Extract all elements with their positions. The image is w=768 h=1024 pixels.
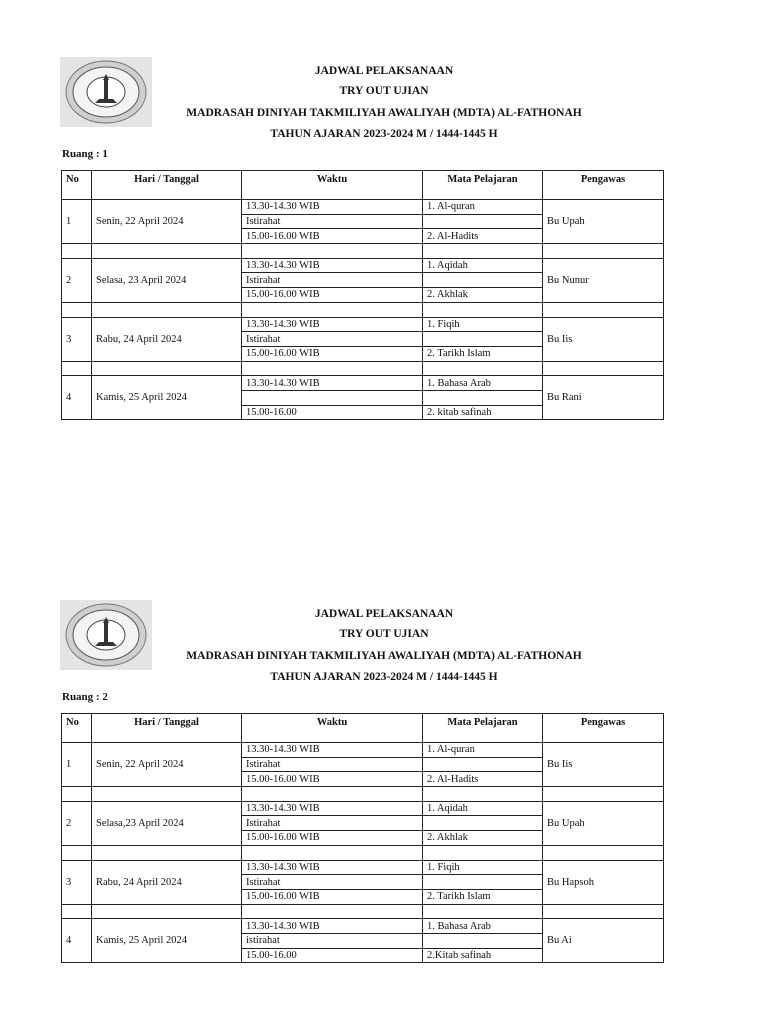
supervisor: Bu Nunur — [543, 258, 664, 302]
column-header: Mata Pelajaran — [423, 714, 543, 743]
slot-subject — [423, 390, 543, 405]
table-header-row — [62, 714, 664, 743]
slot-time: 13.30-14.30 WIB — [242, 860, 423, 875]
slot-time: 13.30-14.30 WIB — [242, 743, 423, 758]
day-date: Senin, 22 April 2024 — [92, 200, 242, 244]
slot-subject: 1. Al-quran — [423, 200, 543, 215]
slot-subject: 1. Fiqih — [423, 317, 543, 332]
spacer-row — [62, 845, 664, 860]
slot-subject: 2. Akhlak — [423, 831, 543, 846]
header-academic-year: TAHUN AJARAN 2023-2024 M / 1444-1445 H — [270, 128, 498, 140]
header-title: JADWAL PELAKSANAAN — [314, 65, 454, 77]
spacer-row — [62, 361, 664, 376]
schedule-table — [61, 170, 664, 420]
day-date: Kamis, 25 April 2024 — [92, 919, 242, 963]
supervisor: Bu Upah — [543, 200, 664, 244]
day-number: 4 — [62, 376, 92, 420]
slot-time: istirahat — [242, 933, 423, 948]
slot-subject: 2. Al-Hadits — [423, 229, 543, 244]
table-row — [62, 801, 664, 816]
table-row — [62, 919, 664, 934]
supervisor: Bu Iis — [543, 317, 664, 361]
supervisor: Bu Hapsoh — [543, 860, 664, 904]
slot-subject: 2. kitab safinah — [423, 405, 543, 420]
day-number: 1 — [62, 743, 92, 787]
column-header: No — [62, 714, 92, 743]
table-header-row — [62, 171, 664, 200]
column-header: Hari / Tanggal — [92, 171, 242, 200]
day-date: Senin, 22 April 2024 — [92, 743, 242, 787]
slot-subject — [423, 933, 543, 948]
header-school-name: MADRASAH DINIYAH TAKMILIYAH AWALIYAH (MDTA) AL-FATHONAH — [186, 107, 582, 119]
slot-time: 15.00-16.00 — [242, 405, 423, 420]
slot-time: 13.30-14.30 WIB — [242, 919, 423, 934]
table-row — [62, 200, 664, 215]
day-date: Selasa,23 April 2024 — [92, 801, 242, 845]
slot-subject — [423, 875, 543, 890]
spacer-row — [62, 244, 664, 259]
spacer-row — [62, 904, 664, 919]
day-date: Kamis, 25 April 2024 — [92, 376, 242, 420]
day-number: 2 — [62, 258, 92, 302]
supervisor: Bu Ai — [543, 919, 664, 963]
day-number: 3 — [62, 317, 92, 361]
supervisor: Bu Rani — [543, 376, 664, 420]
room-label: Ruang : 1 — [62, 148, 108, 160]
slot-time: Istirahat — [242, 816, 423, 831]
table-row — [62, 743, 664, 758]
slot-subject — [423, 273, 543, 288]
slot-time: 13.30-14.30 WIB — [242, 376, 423, 391]
column-header: No — [62, 171, 92, 200]
day-date: Selasa, 23 April 2024 — [92, 258, 242, 302]
slot-subject — [423, 214, 543, 229]
slot-time: 15.00-16.00 WIB — [242, 229, 423, 244]
slot-subject — [423, 816, 543, 831]
header-subtitle: TRY OUT UJIAN — [339, 85, 429, 97]
slot-subject: 1. Al-quran — [423, 743, 543, 758]
day-number: 2 — [62, 801, 92, 845]
column-header: Pengawas — [543, 171, 664, 200]
supervisor: Bu Upah — [543, 801, 664, 845]
day-number: 3 — [62, 860, 92, 904]
table-row — [62, 860, 664, 875]
table-row — [62, 376, 664, 391]
slot-time: Istirahat — [242, 332, 423, 347]
slot-time: 15.00-16.00 WIB — [242, 889, 423, 904]
column-header: Waktu — [242, 171, 423, 200]
slot-time: Istirahat — [242, 214, 423, 229]
slot-time: 15.00-16.00 WIB — [242, 831, 423, 846]
day-date: Rabu, 24 April 2024 — [92, 317, 242, 361]
day-number: 1 — [62, 200, 92, 244]
slot-subject: 2. Tarikh Islam — [423, 889, 543, 904]
spacer-row — [62, 787, 664, 802]
slot-subject: 1. Bahasa Arab — [423, 919, 543, 934]
slot-time: 15.00-16.00 WIB — [242, 772, 423, 787]
slot-time: 15.00-16.00 — [242, 948, 423, 963]
slot-time: 13.30-14.30 WIB — [242, 801, 423, 816]
slot-subject: 2. Al-Hadits — [423, 772, 543, 787]
slot-subject: 1. Bahasa Arab — [423, 376, 543, 391]
slot-subject: 2. Tarikh Islam — [423, 346, 543, 361]
slot-time: Istirahat — [242, 757, 423, 772]
table-row — [62, 317, 664, 332]
slot-time: Istirahat — [242, 273, 423, 288]
schedule-table — [61, 713, 664, 963]
column-header: Pengawas — [543, 714, 664, 743]
day-date: Rabu, 24 April 2024 — [92, 860, 242, 904]
supervisor: Bu Iis — [543, 743, 664, 787]
slot-subject — [423, 757, 543, 772]
column-header: Mata Pelajaran — [423, 171, 543, 200]
slot-time: 13.30-14.30 WIB — [242, 317, 423, 332]
slot-subject — [423, 332, 543, 347]
slot-subject: 1. Fiqih — [423, 860, 543, 875]
slot-time: Istirahat — [242, 875, 423, 890]
slot-subject: 1. Aqidah — [423, 801, 543, 816]
header-academic-year: TAHUN AJARAN 2023-2024 M / 1444-1445 H — [270, 671, 498, 683]
header-school-name: MADRASAH DINIYAH TAKMILIYAH AWALIYAH (MDTA) AL-FATHONAH — [186, 650, 582, 662]
slot-time — [242, 390, 423, 405]
slot-subject: 2.Kitab safinah — [423, 948, 543, 963]
table-row — [62, 258, 664, 273]
room-label: Ruang : 2 — [62, 691, 108, 703]
header-title: JADWAL PELAKSANAAN — [314, 608, 454, 620]
spacer-row — [62, 302, 664, 317]
header-subtitle: TRY OUT UJIAN — [339, 628, 429, 640]
day-number: 4 — [62, 919, 92, 963]
slot-time: 13.30-14.30 WIB — [242, 200, 423, 215]
column-header: Waktu — [242, 714, 423, 743]
slot-time: 13.30-14.30 WIB — [242, 258, 423, 273]
slot-subject: 2. Akhlak — [423, 288, 543, 303]
slot-subject: 1. Aqidah — [423, 258, 543, 273]
column-header: Hari / Tanggal — [92, 714, 242, 743]
slot-time: 15.00-16.00 WIB — [242, 288, 423, 303]
slot-time: 15.00-16.00 WIB — [242, 346, 423, 361]
